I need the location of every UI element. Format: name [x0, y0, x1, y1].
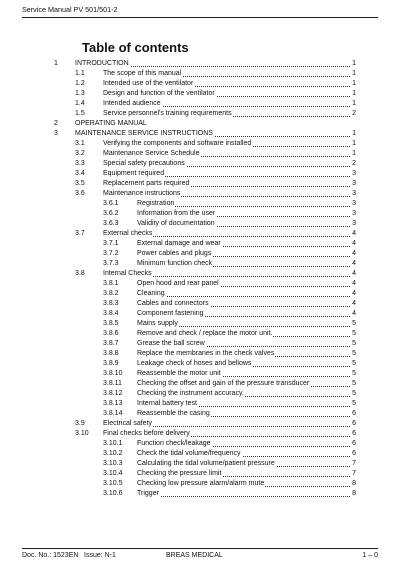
- toc-entry-number: 3.7.1: [103, 240, 119, 247]
- toc-entry-label: Replacement parts required: [103, 180, 190, 187]
- toc-entry[interactable]: [0, 319, 400, 329]
- toc-entry-page: 2: [352, 160, 356, 167]
- toc-entry-title: [137, 409, 350, 419]
- toc-entry-title: [137, 349, 350, 359]
- toc-entry-number: 3.1: [75, 140, 85, 147]
- toc-entry[interactable]: [0, 79, 400, 89]
- toc-entry-page: 8: [352, 480, 356, 487]
- toc-entry-page: 3: [352, 200, 356, 207]
- toc-entry-label: External checks: [103, 230, 153, 237]
- toc-entry-number: 3.5: [75, 180, 85, 187]
- toc-entry-label: Minimum function check: [137, 260, 213, 267]
- toc-entry-page: 4: [352, 250, 356, 257]
- toc-entry[interactable]: [0, 459, 400, 469]
- toc-entry-number: 3.8: [75, 270, 85, 277]
- toc-entry-title: [137, 319, 350, 329]
- toc-entry-label: Remove and check / replace the motor unit.: [137, 330, 273, 337]
- toc-entry[interactable]: [0, 489, 400, 499]
- toc-entry-title: [137, 299, 350, 309]
- toc-entry[interactable]: [0, 429, 400, 439]
- toc-entry-label: INTRODUCTION: [75, 60, 129, 67]
- toc-entry-number: 3.6.2: [103, 210, 119, 217]
- toc-entry-title: [137, 219, 350, 229]
- toc-entry[interactable]: [0, 129, 400, 139]
- toc-entry-number: 3.8.12: [103, 390, 123, 397]
- toc-entry-number: 1.2: [75, 80, 85, 87]
- toc-entry-title: [137, 359, 350, 369]
- toc-entry[interactable]: [0, 439, 400, 449]
- toc-entry-number: 3: [54, 130, 58, 137]
- toc-entry-page: 4: [352, 260, 356, 267]
- toc-entry-title: [103, 179, 350, 189]
- toc-entry-label: Information from the user: [137, 210, 216, 217]
- toc-entry[interactable]: [0, 399, 400, 409]
- toc-entry-title: [103, 189, 350, 199]
- toc-entry-number: 1: [54, 60, 58, 67]
- toc-entry-page: 3: [352, 170, 356, 177]
- toc-entry-page: 4: [352, 290, 356, 297]
- toc-entry[interactable]: [0, 309, 400, 319]
- toc-entry-number: 3.8.8: [103, 350, 119, 357]
- toc-entry[interactable]: [0, 169, 400, 179]
- toc-entry-number: 3.8.1: [103, 280, 119, 287]
- toc-entry-label: Internal battery test: [137, 400, 197, 407]
- toc-entry-number: 1.1: [75, 70, 85, 77]
- toc-entry-page: 3: [352, 210, 356, 217]
- toc-entry-page: 7: [352, 460, 356, 467]
- toc-entry-page: 5: [352, 390, 356, 397]
- toc-entry-label: Final checks before delivery: [103, 430, 190, 437]
- toc-entry-page: 5: [352, 330, 356, 337]
- toc-entry[interactable]: [0, 179, 400, 189]
- toc-entry[interactable]: [0, 479, 400, 489]
- toc-entry-title: [137, 459, 350, 469]
- toc-entry[interactable]: [0, 189, 400, 199]
- toc-entry-label: Cleaning: [137, 290, 165, 297]
- toc-entry-page: 5: [352, 360, 356, 367]
- toc-entry-page: 1: [352, 80, 356, 87]
- toc-entry-number: 3.8.2: [103, 290, 119, 297]
- toc-entry-title: [137, 209, 350, 219]
- toc-entry[interactable]: [0, 149, 400, 159]
- toc-entry-label: Checking the pressure limit: [137, 470, 222, 477]
- toc-entry-page: 1: [352, 130, 356, 137]
- toc-entry-title: [137, 449, 350, 459]
- toc-entry-label: Intended use of the ventilator: [103, 80, 194, 87]
- toc-entry-label: Replace the membranes in the check valves: [137, 350, 275, 357]
- toc-entry[interactable]: [0, 199, 400, 209]
- toc-entry-number: 3.8.5: [103, 320, 119, 327]
- toc-entry[interactable]: [0, 469, 400, 479]
- toc-entry[interactable]: [0, 89, 400, 99]
- toc-entry-page: 6: [352, 410, 356, 417]
- toc-entry-label: Internal Checks: [103, 270, 152, 277]
- toc-entry-label: Validity of documentation: [137, 220, 215, 227]
- toc-entry-label: Cables and connectors: [137, 300, 209, 307]
- toc-entry-title: [137, 329, 350, 339]
- toc-entry-number: 1.3: [75, 90, 85, 97]
- footer-issue: Issue: N-1: [84, 552, 116, 559]
- toc-entry-number: 3.7.3: [103, 260, 119, 267]
- toc-entry[interactable]: [0, 109, 400, 119]
- toc-entry-number: 3.6: [75, 190, 85, 197]
- toc-entry[interactable]: [0, 329, 400, 339]
- toc-entry-page: 3: [352, 180, 356, 187]
- toc-entry-page: 6: [352, 440, 356, 447]
- toc-entry[interactable]: [0, 279, 400, 289]
- toc-entry-title: [103, 229, 350, 239]
- toc-entry-page: 4: [352, 230, 356, 237]
- toc-entry-number: 3.6.1: [103, 200, 119, 207]
- toc-entry-title: [137, 199, 350, 209]
- toc-entry-number: 3.8.3: [103, 300, 119, 307]
- toc-entry-label: Function check/leakage: [137, 440, 211, 447]
- toc-entry-label: Verifying the components and software installed: [103, 140, 252, 147]
- toc-entry-title: [103, 139, 350, 149]
- toc-entry-number: 3.8.9: [103, 360, 119, 367]
- toc-entry-label: Mains supply: [137, 320, 178, 327]
- toc-entry-page: 6: [352, 430, 356, 437]
- toc-entry-label: Design and function of the ventilator: [103, 90, 215, 97]
- toc-entry-label: Intended audience: [103, 100, 161, 107]
- toc-entry-page: 4: [352, 280, 356, 287]
- toc-entry-page: 3: [352, 220, 356, 227]
- toc-entry-number: 3.10: [75, 430, 89, 437]
- toc-entry-page: 2: [352, 110, 356, 117]
- toc-entry-title: [103, 69, 350, 79]
- toc-entry-label: Equipment required: [103, 170, 165, 177]
- page-title: Table of contents: [82, 40, 189, 55]
- toc-entry-number: 3.8.10: [103, 370, 123, 377]
- toc-entry-label: Calculating the tidal volume/patient pressure: [137, 460, 275, 467]
- toc-entry-label: Checking the offset and gain of the pressure transducer: [137, 380, 310, 387]
- toc-entry-page: 6: [352, 450, 356, 457]
- toc-entry[interactable]: [0, 229, 400, 239]
- toc-entry-title: [137, 489, 350, 499]
- toc-entry-title: [137, 479, 350, 489]
- running-header: [22, 5, 378, 18]
- toc-entry-title: [103, 419, 350, 429]
- toc-entry-number: 3.7.2: [103, 250, 119, 257]
- toc-entry-title: [137, 289, 350, 299]
- toc-entry-title: [137, 279, 350, 289]
- toc-entry-label: Maintenance Service Schedule: [103, 150, 200, 157]
- toc-entry-number: 2: [54, 120, 58, 127]
- toc-entry-label: Checking the instrument accuracy.: [137, 390, 244, 397]
- toc-entry-page: 5: [352, 380, 356, 387]
- toc-entry-number: 3.9: [75, 420, 85, 427]
- toc-entry[interactable]: [0, 299, 400, 309]
- toc-entry-page: 5: [352, 370, 356, 377]
- toc-entry-number: 3.8.7: [103, 340, 119, 347]
- dot-leader: [137, 496, 350, 497]
- toc-entry-label: External damage and wear: [137, 240, 221, 247]
- toc-entry[interactable]: [0, 99, 400, 109]
- toc-entry-page: 1: [352, 90, 356, 97]
- toc-entry[interactable]: [0, 359, 400, 369]
- toc-entry[interactable]: [0, 379, 400, 389]
- toc-entry-page: 5: [352, 400, 356, 407]
- toc-entry-page: 1: [352, 70, 356, 77]
- footer-doc-no: Doc. No.: 1523EN: [22, 552, 79, 559]
- toc-entry-title: [75, 119, 350, 129]
- toc-entry-label: Component fastening: [137, 310, 204, 317]
- toc-entry[interactable]: [0, 69, 400, 79]
- toc-entry-title: [103, 109, 350, 119]
- toc-entry-label: The scope of this manual: [103, 70, 182, 77]
- toc-entry[interactable]: [0, 409, 400, 419]
- toc-entry-number: 3.10.2: [103, 450, 123, 457]
- toc-entry[interactable]: [0, 219, 400, 229]
- toc-entry[interactable]: [0, 389, 400, 399]
- toc-entry-number: 3.10.6: [103, 490, 123, 497]
- toc-entry[interactable]: [0, 209, 400, 219]
- toc-entry-page: 5: [352, 340, 356, 347]
- toc-entry[interactable]: [0, 419, 400, 429]
- toc-entry[interactable]: [0, 339, 400, 349]
- toc-entry-number: 3.10.1: [103, 440, 123, 447]
- toc-entry-label: OPERATING MANUAL: [75, 120, 147, 127]
- toc-entry-number: 3.4: [75, 170, 85, 177]
- toc-entry-title: [137, 309, 350, 319]
- toc-entry-title: [137, 439, 350, 449]
- toc-entry-label: Electrical safety: [103, 420, 153, 427]
- toc-entry-number: 3.8.14: [103, 410, 123, 417]
- page-footer: [22, 548, 378, 562]
- toc-entry[interactable]: [0, 269, 400, 279]
- toc-entry-number: 3.2: [75, 150, 85, 157]
- toc-entry-label: Grease the ball screw: [137, 340, 205, 347]
- toc-entry-label: Maintenance instructions: [103, 190, 181, 197]
- toc-entry-number: 3.8.6: [103, 330, 119, 337]
- toc-entry-title: [137, 399, 350, 409]
- toc-entry[interactable]: [0, 119, 400, 129]
- toc-entry-title: [75, 59, 350, 69]
- dot-leader: [137, 296, 350, 297]
- toc-entry-title: [137, 389, 350, 399]
- toc-entry-page: 1: [352, 60, 356, 67]
- toc-entry-title: [137, 379, 350, 389]
- toc-entry-page: 1: [352, 150, 356, 157]
- toc-entry-title: [103, 79, 350, 89]
- toc-entry-label: Service personnel's training requirements: [103, 110, 232, 117]
- toc-entry-title: [137, 249, 350, 259]
- header-text: Service Manual PV 501/501-2: [22, 5, 118, 14]
- toc-entry[interactable]: [0, 139, 400, 149]
- toc-entry[interactable]: [0, 289, 400, 299]
- toc-entry-page: 8: [352, 490, 356, 497]
- toc-entry-number: 3.8.4: [103, 310, 119, 317]
- toc-entry-number: 3.3: [75, 160, 85, 167]
- toc-entry-title: [103, 269, 350, 279]
- footer-page-number: 1 – 0: [362, 552, 378, 559]
- toc-entry[interactable]: [0, 259, 400, 269]
- toc-entry-number: 3.8.11: [103, 380, 122, 387]
- toc-entry-number: 3.8.13: [103, 400, 123, 407]
- toc-entry-page: 3: [352, 190, 356, 197]
- toc-entry-page: 4: [352, 300, 356, 307]
- toc-entry-title: [103, 169, 350, 179]
- toc-entry-label: MAINTENANCE SERVICE INSTRUCTIONS: [75, 130, 213, 137]
- toc-entry-number: 3.6.3: [103, 220, 119, 227]
- toc-entry-page: 7: [352, 470, 356, 477]
- toc-entry-label: Reassemble the motor unit: [137, 370, 221, 377]
- toc-entry-title: [137, 469, 350, 479]
- toc-entry-number: 1.4: [75, 100, 85, 107]
- toc-entry-page: 5: [352, 320, 356, 327]
- toc-entry-number: 1.5: [75, 110, 85, 117]
- toc-entry-page: 4: [352, 310, 356, 317]
- toc-entry-title: [137, 339, 350, 349]
- toc-entry-number: 3.7: [75, 230, 85, 237]
- toc-entry-title: [137, 239, 350, 249]
- toc-entry-label: Open hood and rear panel: [137, 280, 219, 287]
- footer-company: BREAS MEDICAL: [166, 552, 223, 559]
- toc-entry-title: [103, 149, 350, 159]
- toc-entry[interactable]: [0, 369, 400, 379]
- toc-entry[interactable]: [0, 239, 400, 249]
- toc-entry[interactable]: [0, 159, 400, 169]
- toc-entry-label: Check the tidal volume/frequency: [137, 450, 241, 457]
- toc-entry-label: Reassemble the casing: [137, 410, 210, 417]
- toc-entry-number: 3.10.5: [103, 480, 123, 487]
- toc-entry-page: 1: [352, 140, 356, 147]
- toc-entry-title: [75, 129, 350, 139]
- toc-entry-number: 3.10.3: [103, 460, 123, 467]
- toc-entry-label: Registration: [137, 200, 175, 207]
- toc-entry-label: Trigger: [137, 490, 159, 497]
- toc-entry-page: 1: [352, 100, 356, 107]
- toc-entry-label: Checking low pressure alarm/alarm mute: [137, 480, 265, 487]
- toc-entry-title: [137, 369, 350, 379]
- toc-entry-label: Leakage check of hoses and bellows: [137, 360, 252, 367]
- toc-entry[interactable]: [0, 249, 400, 259]
- toc-entry-number: 3.10.4: [103, 470, 123, 477]
- toc-entry-page: 6: [352, 420, 356, 427]
- toc-entry-page: 5: [352, 350, 356, 357]
- toc-entry[interactable]: [0, 449, 400, 459]
- toc-entry-title: [103, 159, 350, 169]
- toc-entry-title: [103, 89, 350, 99]
- toc-entry[interactable]: [0, 349, 400, 359]
- toc-entry-title: [103, 99, 350, 109]
- toc-entry-page: 4: [352, 270, 356, 277]
- toc-entry[interactable]: [0, 59, 400, 69]
- toc-entry-title: [137, 259, 350, 269]
- toc-entry-page: 4: [352, 240, 356, 247]
- toc-entry-title: [103, 429, 350, 439]
- toc-entry-label: Power cables and plugs: [137, 250, 212, 257]
- toc-entry-label: Special safety precautions: [103, 160, 185, 167]
